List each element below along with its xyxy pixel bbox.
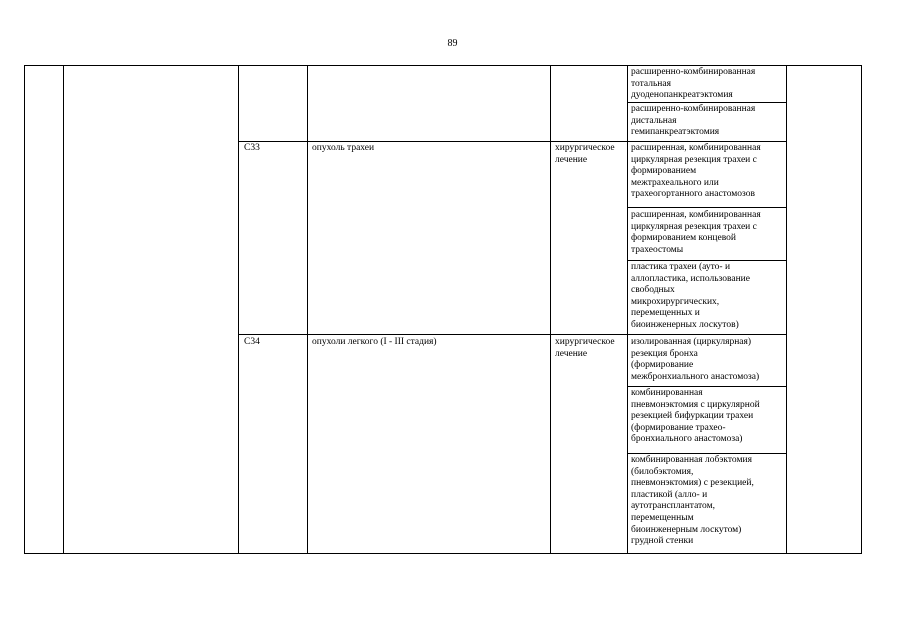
method-cell: расширенная, комбинированная циркулярная резекция трахеи с формированием концевой трахеостомы [631, 210, 761, 255]
method-cell: расширенная, комбинированная циркулярная резекция трахеи с формированием межтрахеального или трахеогортанного анастомозов [631, 143, 761, 200]
column-divider [627, 66, 628, 553]
treatment-table [24, 65, 862, 554]
treatment-cell: хирургическое лечение [555, 143, 615, 165]
method-cell: расширенно-комбинированная дистальная гемипанкреатэктомия [631, 104, 756, 138]
method-divider [627, 207, 786, 208]
code-cell: C34 [244, 337, 260, 347]
method-divider [627, 453, 786, 454]
column-divider [307, 66, 308, 553]
column-divider [63, 66, 64, 553]
column-divider [238, 66, 239, 553]
row-divider [238, 334, 786, 335]
method-cell: комбинированная лобэктомия (билобэктомия, пневмонэктомия) с резекцией, пластикой (алло- и аутотрансплантатом, перемещенным биоинженерным лоскутом) грудной стенки [631, 455, 754, 547]
method-cell: комбинированная пневмонэктомия с циркулярной резекцией бифуркации трахеи (формирование трахео- бронхиального анастомоза) [631, 388, 760, 445]
code-cell: C33 [244, 143, 260, 153]
page-number: 89 [447, 38, 458, 49]
method-divider [627, 102, 786, 103]
row-divider [238, 141, 786, 142]
diagnosis-cell: опухоль трахеи [312, 143, 375, 153]
treatment-cell: хирургическое лечение [555, 337, 615, 359]
method-cell: пластика трахеи (ауто- и аллопластика, использование свободных микрохирургических, перемещенных и биоинженерных лоскутов) [631, 262, 750, 330]
method-cell: расширенно-комбинированная тотальная дуоденопанкреатэктомия [631, 67, 756, 101]
column-divider [550, 66, 551, 553]
method-cell: изолированная (циркулярная) резекция бронха (формирование межбронхиального анастомоза) [631, 337, 760, 382]
method-divider [627, 260, 786, 261]
diagnosis-cell: опухоли легкого (I - III стадия) [312, 337, 437, 347]
method-divider [627, 386, 786, 387]
